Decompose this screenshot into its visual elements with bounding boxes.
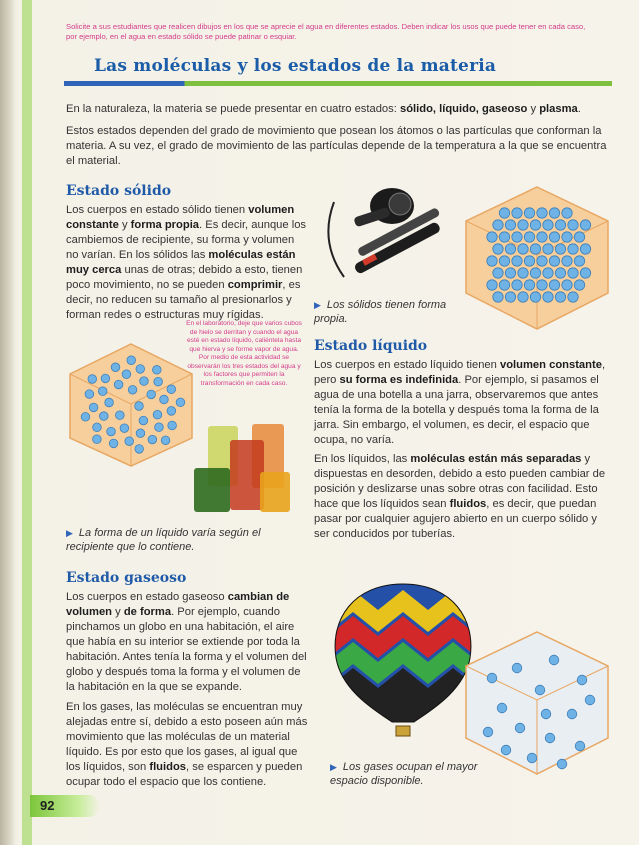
molecule-dot [128,385,137,394]
liquid-paragraph-1 [314,358,614,448]
molecule-dot [541,709,551,719]
molecule-dot [568,244,578,254]
intro-text: . [577,103,581,115]
molecule-dot [114,380,123,389]
molecule-dot [518,244,528,254]
liquid-text: . Por ejemplo, si pasamos el agua de una botella a una jarra, observaremos que antes tenía la forma de la botella y después toma la forma de la jarra. Sin embargo, el volumen, es decir, el espacio que ocupa, no varía. [314,374,599,446]
molecule-dot [176,398,185,407]
molecule-dot [93,435,102,444]
molecule-dot [562,256,572,266]
molecule-dot [155,423,164,432]
title-block [64,56,612,86]
molecule-dot [499,232,509,242]
molecule-dot [567,709,577,719]
molecule-dot [499,256,509,266]
molecule-dot [153,366,162,375]
liquid-molecules-cube [66,340,196,470]
gas-text: . Por ejemplo, cuando pinchamos un globo en una habitación, el aire que había en su interior se extiende por toda la habitación. Antes tenía la forma y el volumen del globo y después toma la forma y el volumen de la habitación en la que se expande. [66,606,307,693]
heading-solid: Estado sólido [66,183,172,199]
solid-text: unas de otras; debido a esto, tienen poco movimiento, no se pueden [66,264,303,291]
molecule-dot [585,695,595,705]
liquid-bold: moléculas están más separadas [410,453,582,465]
liquid-bold: fluidos [449,498,487,510]
molecule-dot [549,232,559,242]
molecule-dot [139,416,148,425]
molecule-dot [140,377,149,386]
caption-liquid-text: La forma de un líquido varía según el recipiente que lo contiene. [66,527,261,553]
molecule-dot [574,280,584,290]
molecule-dot [524,280,534,290]
molecule-dot [524,256,534,266]
molecule-dot [147,390,156,399]
molecule-dot [116,411,125,420]
molecule-dot [497,703,507,713]
liquid-text: En los líquidos, las [314,453,411,465]
molecule-dot [530,292,540,302]
hair-straightener-illustration [314,182,454,292]
intro-bold-states: sólido, líquido, gaseoso [399,103,528,115]
molecule-dot [568,292,578,302]
green-margin-bar [22,0,32,845]
molecule-dot [580,268,590,278]
molecule-dot [136,365,145,374]
molecule-dot [101,374,110,383]
gas-paragraph-1 [66,590,312,695]
molecule-dot [493,220,503,230]
molecule-dot [545,733,555,743]
liquid-text: , es decir, que puedan pasar por cualquier agujero abierto en un cuerpo sólido y ser conducidos por tuberías. [314,498,597,540]
molecule-dot [512,663,522,673]
molecule-dot [537,208,547,218]
hot-air-balloon-illustration [328,580,478,740]
caption-arrow-icon: ▶ [314,300,321,310]
molecule-dot [537,280,547,290]
molecule-dot [512,280,522,290]
molecule-dot [574,232,584,242]
molecule-dot [499,280,509,290]
heading-liquid: Estado líquido [314,338,428,354]
molecule-dot [100,412,109,421]
molecule-dot [549,256,559,266]
molecule-dot [515,723,525,733]
solid-lattice-cube [462,183,612,333]
molecule-dot [168,421,177,430]
liquid-bold: volumen constante [499,359,602,371]
molecule-dot [580,220,590,230]
molecule-dot [135,402,144,411]
gas-text: Los cuerpos en estado gaseoso [66,591,228,603]
molecule-dot [167,407,176,416]
molecule-dot [512,256,522,266]
molecule-dot [167,385,176,394]
molecule-dot [487,232,497,242]
molecule-dot [524,232,534,242]
heading-gas: Estado gaseoso [66,570,187,586]
molecule-dot [535,685,545,695]
gas-bold: cambian de volumen [66,591,290,618]
molecule-dot [487,673,497,683]
molecule-dot [111,363,120,372]
molecule-dot [109,439,118,448]
molecule-dot [562,280,572,290]
molecule-dot [120,424,129,433]
gas-paragraph-2 [66,700,312,790]
molecule-dot [493,292,503,302]
intro-text: En la naturaleza, la materia se puede presentar en cuatro estados: [66,103,400,115]
molecule-dot [505,220,515,230]
liquid-paragraph-2 [314,452,614,542]
solid-text: y [118,219,131,231]
liquid-bold: su forma es indefinida [339,374,459,386]
molecule-dot [574,256,584,266]
molecule-dot [487,256,497,266]
solid-bold: comprimir [227,279,283,291]
molecule-dot [135,445,144,454]
page-title: Las moléculas y los estados de la materia [94,56,497,76]
molecule-dot [505,292,515,302]
molecule-dot [493,244,503,254]
molecule-dot [543,268,553,278]
solid-text: , es decir, no reducen su tamaño al presionarlos y forman redes o estructuras muy rígidas. [66,279,301,321]
caption-solid [314,298,474,326]
molecule-dot [483,727,493,737]
glasses-of-liquid-illustration [190,418,294,518]
molecule-dot [557,759,567,769]
molecule-dot [518,220,528,230]
lab-note: En el laboratorio, deje que varios cubos de hielo se derritan y cuando el agua esté en estado líquido, caliéntela hasta que hierva y se forme vapor de agua. Por medio de esta actividad se observarán los tres estados del agua y los factores que permiten la transformación en cada caso. [186,320,302,387]
teacher-note: Solicite a sus estudiantes que realicen dibujos en los que se aprecie el agua en diferentes estados. Deben indicar los usos que puede tener en cada caso, por ejemplo, en el agua en estado sólido se puede patinar o esquiar. [66,22,586,41]
molecule-dot [85,390,94,399]
molecule-dot [107,427,116,436]
molecule-dot [89,403,98,412]
molecule-dot [549,208,559,218]
molecule-dot [530,220,540,230]
molecule-dot [549,280,559,290]
caption-gas [330,760,500,788]
molecule-dot [125,437,134,446]
book-spine [0,0,14,845]
solid-bold: forma propia [130,219,200,231]
molecule-dot [493,268,503,278]
gas-text: En los gases, las moléculas se encuentran muy alejadas entre sí, debido a esto poseen aún más movimiento que las moléculas de un material líquido. Es por esto que los gases, al igual que los líquidos, son [66,701,308,773]
liquid-text: y dispuestas en desorden, debido a esto pueden cambiar de posición y deslizarse unas sobre otras con facilidad. Esto hace que los líquidos sean [314,453,606,510]
molecule-dot [577,675,587,685]
caption-liquid [66,526,296,554]
molecule-dot [562,208,572,218]
gas-text: y [112,606,124,618]
molecule-dot [580,244,590,254]
molecule-dot [527,753,537,763]
molecule-dot [555,220,565,230]
molecule-dot [537,232,547,242]
molecule-dot [81,413,90,422]
molecule-dot [154,377,163,386]
caption-solid-text: Los sólidos tienen forma propia. [314,299,447,325]
solid-text: Los cuerpos en estado sólido tienen [66,204,249,216]
molecule-dot [543,244,553,254]
solid-bold: moléculas están muy cerca [66,249,296,276]
solid-paragraph [66,203,308,323]
title-underline [64,81,612,86]
molecule-dot [88,375,97,384]
molecule-dot [575,741,585,751]
molecule-dot [105,398,114,407]
intro-paragraph-1 [66,102,614,117]
molecule-dot [512,208,522,218]
molecule-dot [127,356,136,365]
molecule-dot [530,268,540,278]
molecule-dot [122,370,131,379]
molecule-dot [136,429,145,438]
molecule-dot [518,292,528,302]
caption-arrow-icon: ▶ [330,762,337,772]
caption-arrow-icon: ▶ [66,528,73,538]
molecule-dot [555,268,565,278]
molecule-dot [93,423,102,432]
liquid-text: Los cuerpos en estado líquido tienen [314,359,500,371]
molecule-dot [501,745,511,755]
molecule-dot [549,655,559,665]
molecule-dot [98,387,107,396]
molecule-dot [543,220,553,230]
molecule-dot [518,268,528,278]
molecule-dot [568,268,578,278]
solid-text: . Es decir, aunque los cambiemos de recipiente, su forma y volumen no varían. En los sólidos las [66,219,307,261]
intro-bold-plasma: plasma [539,103,578,115]
gas-bold: de forma [123,606,172,618]
caption-gas-text: Los gases ocupan el mayor espacio disponible. [330,761,478,787]
molecule-dot [543,292,553,302]
molecule-dot [524,208,534,218]
molecule-dot [537,256,547,266]
solid-bold: volumen constante [66,204,295,231]
molecule-dot [555,292,565,302]
molecule-dot [505,268,515,278]
liquid-text: , pero [314,359,606,386]
intro-text: y [527,103,540,115]
gas-bold: fluidos [149,761,187,773]
molecule-dot [161,436,170,445]
page-number-tab [30,795,100,817]
page-number: 92 [40,798,55,813]
molecule-dot [555,244,565,254]
molecule-dot [562,232,572,242]
molecule-dot [160,395,169,404]
gas-molecules-cube [462,628,612,778]
molecule-dot [530,244,540,254]
molecule-dot [153,410,162,419]
molecule-dot [568,220,578,230]
molecule-dot [499,208,509,218]
molecule-dot [505,244,515,254]
gas-text: , se esparcen y pueden ocupar todo el espacio que los contiene. [66,761,303,788]
molecule-dot [148,435,157,444]
intro-paragraph-2: Estos estados dependen del grado de movimiento que posean los átomos o las partículas que conforman la materia. A su vez, el grado de movimiento de las partículas depende de la temperatura a la que se encuentra el material. [66,125,607,167]
molecule-dot [512,232,522,242]
molecule-dot [487,280,497,290]
